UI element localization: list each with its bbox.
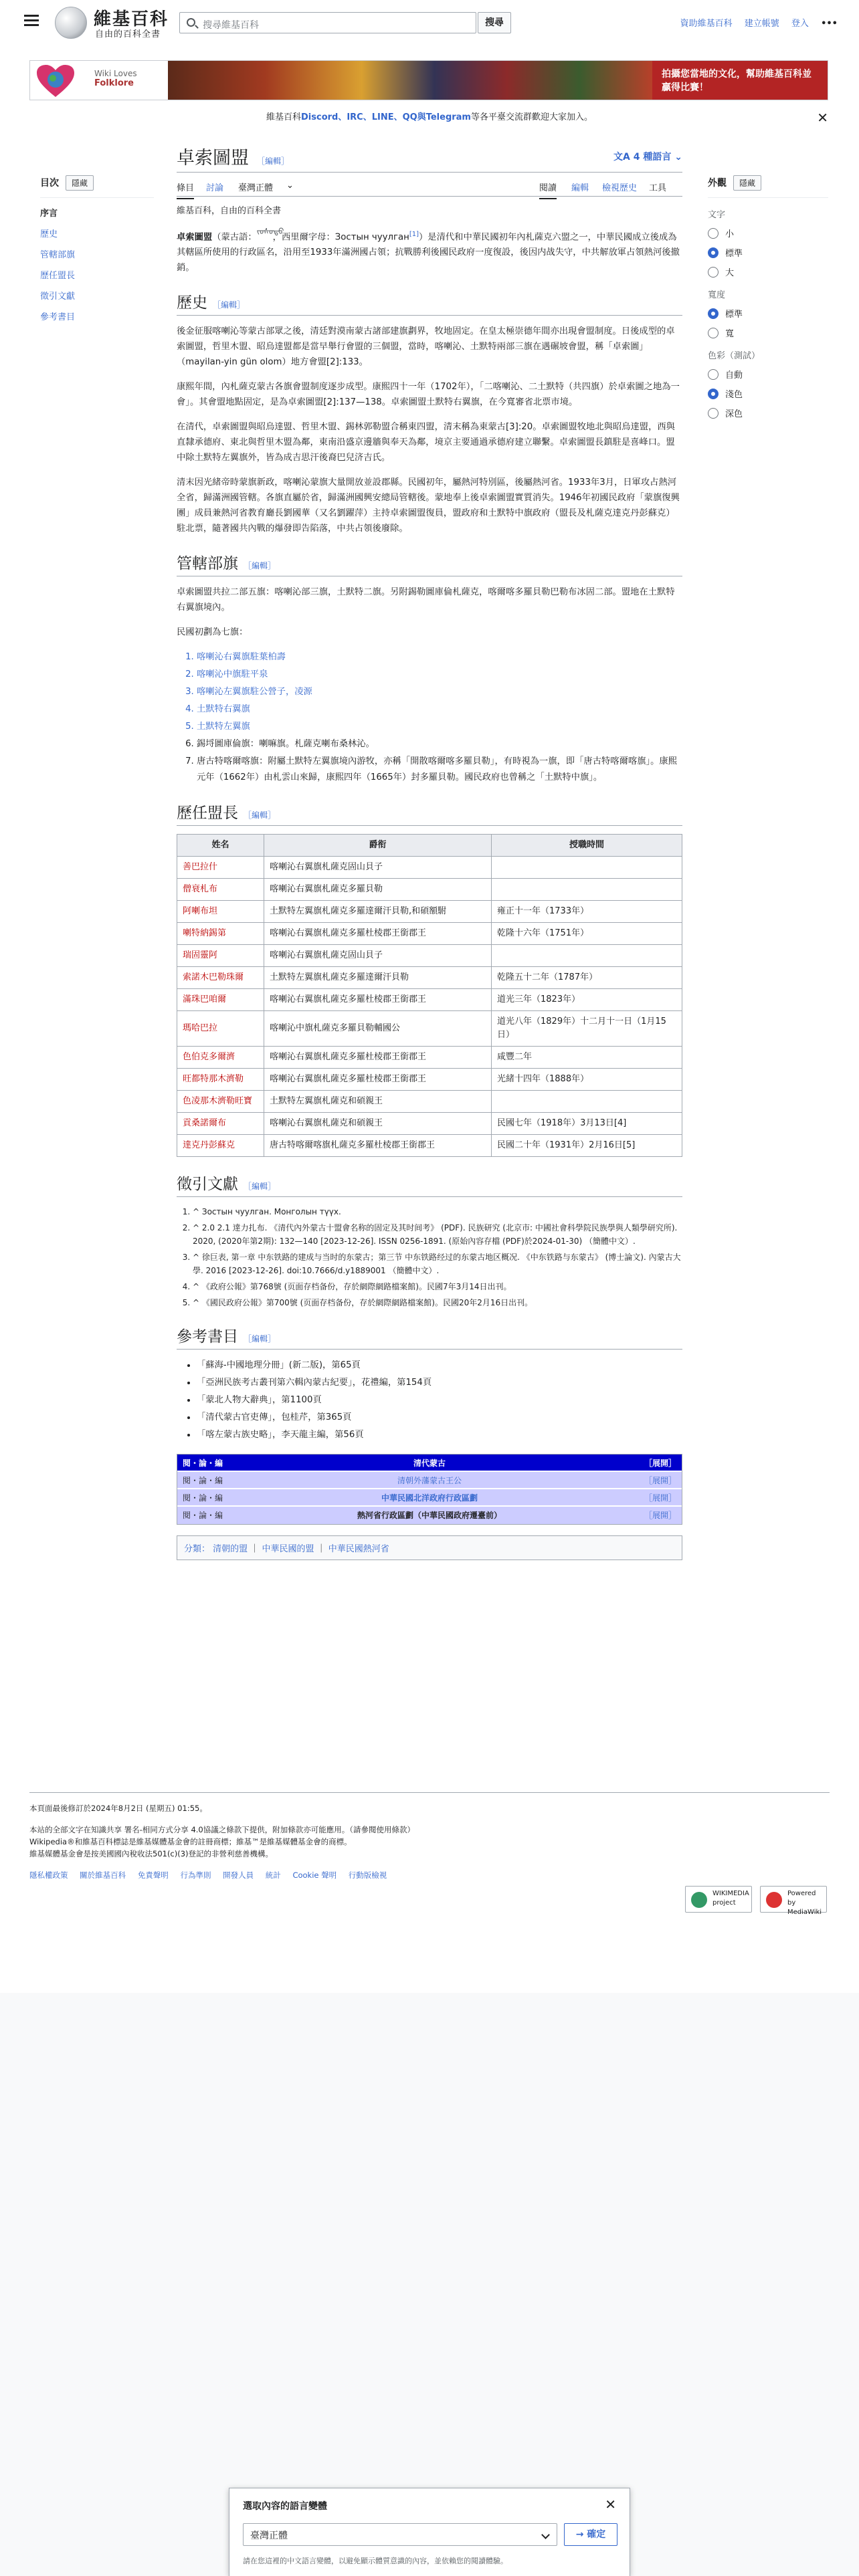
- navbox-title[interactable]: 熱河省行政區劃（中華民國政府遷臺前）: [357, 1511, 502, 1521]
- table-header: 姓名: [177, 835, 264, 857]
- radio-icon: [708, 267, 719, 278]
- vte-links[interactable]: 閱・論・編: [183, 1511, 223, 1521]
- table-row: [177, 1135, 682, 1157]
- vte-links[interactable]: 閱・論・編: [183, 1493, 223, 1503]
- radio-checked-icon: [708, 247, 719, 258]
- toc-item[interactable]: 參考書目: [40, 312, 76, 322]
- category-link[interactable]: 清朝的盟: [213, 1544, 248, 1555]
- leader-name-cell[interactable]: 瑞固靈阿: [177, 945, 264, 967]
- date-cell: 光緒十四年（1888年）: [492, 1069, 682, 1091]
- list-item[interactable]: 3. 喀喇沁左翼旗駐公營子，凌源: [197, 684, 682, 700]
- wikimedia-badge[interactable]: [685, 1886, 752, 1913]
- site-sub: 維基百科，自由的百科全書: [177, 206, 282, 216]
- table-row: [177, 857, 682, 879]
- color-label: 色彩（測試）: [708, 351, 761, 361]
- width-label: 寬度: [708, 290, 726, 300]
- history-paragraph: 在清代，卓索圖盟與昭烏達盟、哲里木盟、錫林郭勒盟合稱東四盟，清末稱為東蒙古[3]:20。卓索圖盟牧地北與昭烏達盟，西與直隸承德府、東北與哲里木盟為鄰，東南沿盛京邊牆與奉天為鄰，境京主要通過承德府建立聯繫。卓索圖盟長鎮駐是喜峰口。盟中除土默特左翼旗外，皆為成吉思汗後裔巴兒济吉氏。: [177, 422, 675, 463]
- section-title: 歷史: [177, 294, 207, 312]
- navbox-row[interactable]: [177, 1472, 682, 1489]
- table-row: [177, 1091, 682, 1113]
- vte-links[interactable]: 閱・論・編: [183, 1476, 223, 1486]
- leader-name-cell[interactable]: 索諾木巴勒珠爾: [177, 967, 264, 989]
- title-cell: 喀喇沁右翼旗札薩克和碩親王: [264, 1113, 492, 1135]
- intro-post: ）是清代和中華民國初年內札薩克六盟之一，中華民國成立後成為其轄區所使用的行政區名，沿用至1933年滿洲國占領；抗戰勝利後國民政府一度復設，後因内战失守，中共解放軍占領熱河後撤銷。: [177, 232, 680, 274]
- reference-list: [193, 1205, 682, 1309]
- expand-toggle[interactable]: ［展開］: [644, 1493, 676, 1503]
- radio-text-large[interactable]: [708, 265, 828, 278]
- list-item[interactable]: 5. 土默特左翼旗: [197, 719, 682, 735]
- title-cell: 喀喇沁右翼旗札薩克多羅杜棱郡王銜郡王: [264, 923, 492, 945]
- table-row: [177, 945, 682, 967]
- section-heading-bibliography: [177, 1324, 682, 1350]
- heart-logo-icon: [35, 64, 76, 98]
- list-item: • 「蘇海-中國地理分冊」(新二版)，第65頁: [197, 1358, 682, 1374]
- section-heading-history: [177, 290, 682, 316]
- section-heading-leaders: [177, 800, 682, 826]
- section-edit-link[interactable]: ［編輯］: [244, 561, 276, 571]
- page-title: [177, 143, 682, 173]
- list-item: 7. 唐古特喀爾喀旗：附屬土默特左翼旗境內游牧，亦稱「開散喀爾喀多羅貝勒」，有時視為一旗，即「唐古特喀爾喀旗」。康熙元年（1662年）由札雲山來歸，康熙四年（1665年）封多羅貝勒。國民政府也曾稱之「土默特中旗」。: [197, 754, 682, 786]
- list-item: • 「喀左蒙古族史略」，李天龍主編，第56頁: [197, 1427, 682, 1443]
- radio-label: 深色: [725, 409, 743, 419]
- list-item: • 「亞洲民族考古叢刊第六輯內蒙古紀要」，花禮編，第154頁: [197, 1375, 682, 1391]
- list-item: • 「蒙北人物大辭典」，第1100頁: [197, 1392, 682, 1408]
- search-input[interactable]: [179, 12, 476, 33]
- radio-color-auto[interactable]: [708, 368, 828, 381]
- list-item: 6. 錫埒圖庫倫旗：喇嘛旗。札薩克喇布桑林沁。: [197, 736, 682, 752]
- title-cell: 喀喇沁右翼旗札薩克多羅杜棱郡王銜郡王: [264, 1069, 492, 1091]
- reference-item: 1. ^ Зостын чуулган. Монголын түүх.: [193, 1205, 682, 1218]
- footer-links: [29, 1869, 830, 1881]
- intro-mid2: ，西里爾字母：Зостын чуулган: [272, 232, 409, 243]
- language-count: 4 種語言: [633, 152, 672, 163]
- confirm-button[interactable]: → 確定: [564, 2523, 617, 2546]
- footer: [29, 1792, 830, 1916]
- table-row: [177, 1047, 682, 1069]
- page-title-text: 卓索圖盟: [177, 148, 249, 169]
- table-row: [177, 967, 682, 989]
- title-cell: 喀喇沁中旗札薩克多羅貝勒輔國公: [264, 1011, 492, 1047]
- section-title: 參考書目: [177, 1328, 238, 1346]
- search-icon: [187, 18, 195, 27]
- user-links: [671, 16, 838, 29]
- section-title: 管轄部旗: [177, 555, 238, 573]
- leaders-table-body: [177, 857, 682, 1157]
- toc-item[interactable]: 序言: [40, 209, 58, 219]
- radio-icon: [708, 228, 719, 239]
- tab-history[interactable]: 檢視歷史: [602, 183, 638, 193]
- radio-label: 大: [725, 268, 735, 278]
- toc-item[interactable]: 徵引文獻: [40, 292, 76, 302]
- footer-divider: [29, 1792, 830, 1793]
- table-header: 授職時間: [492, 835, 682, 857]
- radio-width-wide[interactable]: [708, 326, 828, 339]
- close-icon[interactable]: ✕: [605, 2496, 616, 2512]
- notice-close-icon[interactable]: ✕: [817, 110, 828, 126]
- title-edit-link[interactable]: ［編輯］: [257, 156, 290, 166]
- date-cell: 乾隆五十二年（1787年）: [492, 967, 682, 989]
- expand-toggle[interactable]: ［展開］: [644, 1476, 676, 1486]
- page-tabs: [177, 174, 682, 197]
- history-paragraph: 清末因光緒帝時蒙旗新政，喀喇沁蒙旗大量開放並設郡縣。民國初年，屬熱河特別區，後屬熱河省。1933年3月，日軍攻占熱河全省，歸滿洲國管轄。各旗直屬於省，歸滿洲國興安總局管轄後。蒙地奉上後卓索圖盟實質消失。1946年初國民政府「蒙旗復興團」成員兼熱河省教育廳長劉國華（又名劉躍萍）主持卓索圖盟復員，盟政府和土默特中旗政府（盟長及札薩克達克丹彭蘇克）駐北票，隨著國共內戰的爆發即告陷落，中共占領後廢除。: [177, 477, 680, 534]
- date-cell: 道光三年（1823年）: [492, 989, 682, 1011]
- footer-link[interactable]: 關於維基百科: [80, 1870, 126, 1880]
- reference-item: 5. ^ 《國民政府公報》第700號 (页面存档备份，存於網際網路檔案館)。民國20年2月16日出刊。: [193, 1296, 682, 1309]
- toc-title: 目次: [40, 178, 59, 189]
- org-text: 維基媒體基金會是按美國國內稅收法501(c)(3)登記的非營利慈善機構。: [29, 1849, 274, 1858]
- donate-link[interactable]: 資助維基百科: [680, 19, 733, 29]
- variant-select[interactable]: 臺灣正體: [243, 2523, 557, 2546]
- wiki-loves-folklore-banner[interactable]: [29, 60, 828, 100]
- appearance-panel: [708, 175, 828, 426]
- radio-label: 自動: [725, 370, 743, 381]
- title-cell: 唐古特喀爾喀旗札薩克多羅杜棱郡王銜郡王: [264, 1135, 492, 1157]
- radio-label: 小: [725, 229, 735, 239]
- header: [0, 0, 859, 45]
- table-row: [177, 879, 682, 901]
- footer-link[interactable]: 隱私權政策: [29, 1870, 68, 1880]
- section-edit-link[interactable]: ［編輯］: [244, 811, 276, 821]
- create-account-link[interactable]: 建立帳號: [744, 19, 779, 29]
- leader-name-cell[interactable]: 善巴拉什: [177, 857, 264, 879]
- radio-text-standard[interactable]: [708, 246, 828, 259]
- banner-wl-top: Wiki Loves: [94, 69, 137, 78]
- section-edit-link[interactable]: ［編輯］: [244, 1182, 276, 1192]
- leaders-table: [177, 834, 682, 1157]
- toc-item[interactable]: 管轄部旗: [40, 250, 76, 260]
- title-cell: 土默特左翼旗札薩克多羅達爾汗貝勒,和碩額駙: [264, 901, 492, 923]
- login-link[interactable]: 登入: [791, 19, 809, 29]
- date-cell: [492, 879, 682, 901]
- tab-article[interactable]: 條目: [177, 181, 194, 199]
- navbox-row[interactable]: [177, 1489, 682, 1507]
- tab-edit[interactable]: 編輯: [571, 183, 589, 193]
- leader-name-cell[interactable]: 達克丹彭蘇克: [177, 1135, 264, 1157]
- date-cell: 民國七年（1918年）3月13日[4]: [492, 1113, 682, 1135]
- title-cell: 土默特左翼旗札薩克和碩親王: [264, 1091, 492, 1113]
- banner-wl-text: [94, 69, 137, 88]
- chevron-down-icon: ⌄: [286, 181, 294, 191]
- radio-checked-icon: [708, 308, 719, 319]
- expand-toggle[interactable]: ［展開］: [644, 1459, 676, 1469]
- date-cell: 道光八年（1829年）十二月十一日（1月15日）: [492, 1011, 682, 1047]
- reference-item: 2. ^ 2.0 2.1 達力扎布. 《清代內外蒙古十盟會名称的固定及其时间考》 (PDF). 民族研究 (北京市: 中國社會科學院民族學與人類學研究所). 2020, (2020年第2期): 132—140 [2023-12-26]. ISSN 0256-1891. (原始內容存檔 (PDF)於2024-01-30) （簡體中文）.: [193, 1221, 682, 1248]
- notice-channels[interactable]: Discord、IRC、LINE、QQ與Telegram: [301, 112, 471, 122]
- radio-icon: [708, 328, 719, 338]
- banner-wl-bottom: Folklore: [94, 78, 134, 88]
- bibliography-list: [197, 1358, 682, 1443]
- radio-label: 標準: [725, 249, 743, 259]
- leader-name-cell[interactable]: 色伯克多爾濟: [177, 1047, 264, 1069]
- wikipedia-globe-logo[interactable]: [55, 7, 87, 39]
- title-cell: 喀喇沁右翼旗札薩克多羅杜棱郡王銜郡王: [264, 1047, 492, 1069]
- footer-link[interactable]: 免責聲明: [137, 1870, 169, 1880]
- section-edit-link[interactable]: ［編輯］: [213, 300, 246, 310]
- text-size-label: 文字: [708, 210, 726, 220]
- list-item[interactable]: 1. 喀喇沁右翼旗駐葉柏壽: [197, 649, 682, 665]
- dialog-title: 選取內容的語言變體: [243, 2501, 327, 2512]
- intro-bold-title: 卓索圖盟: [177, 232, 213, 243]
- title-cell: 喀喇沁右翼旗札薩克多羅貝勒: [264, 879, 492, 901]
- navbox: [177, 1454, 682, 1525]
- tab-talk[interactable]: 討論: [206, 183, 224, 193]
- categories-label[interactable]: 分類：: [184, 1544, 211, 1555]
- radio-width-standard[interactable]: [708, 307, 828, 320]
- table-header: 爵衔: [264, 835, 492, 857]
- title-cell: 喀喇沁右翼旗札薩克多羅杜棱郡王銜郡王: [264, 989, 492, 1011]
- notice-pre: 維基百科: [266, 112, 301, 122]
- leader-name-cell[interactable]: 滿珠巴咱爾: [177, 989, 264, 1011]
- leader-name-cell[interactable]: 僧衰札布: [177, 879, 264, 901]
- toc-item[interactable]: 歷任盟長: [40, 271, 76, 281]
- title-cell: 土默特左翼旗札薩克多羅達爾汗貝勒: [264, 967, 492, 989]
- list-item[interactable]: 4. 土默特右翼旗: [197, 702, 682, 718]
- navbox-row[interactable]: [177, 1507, 682, 1524]
- dialog-hint: 請在您這裡的中文語言變體，以避免顯示體質意識的內容，並依賴您的閱讀體驗。: [243, 2557, 508, 2565]
- more-options-icon[interactable]: •••: [821, 19, 838, 29]
- radio-color-dark[interactable]: [708, 407, 828, 419]
- banner-message[interactable]: 拍攝您當地的文化，幫助維基百科並贏得比賽！: [652, 61, 828, 100]
- section-heading-refs: [177, 1172, 682, 1197]
- license-text: 本站的全部文字在知識共享 署名-相同方式分享 4.0協議之條款下提供，附加條款亦可能應用。（請參閱使用條款）: [29, 1825, 415, 1834]
- notice-post: 等各平臺交流群歡迎大家加入。: [470, 112, 593, 122]
- citation[interactable]: [1]: [409, 231, 419, 238]
- banners-paragraph: 卓索圖盟共拉二部五旗：喀喇沁部三旗，土默特二旗。另附錫勒圖庫倫札薩克，喀爾喀多羅貝勒巴勒布冰固二部。盟地在土默特右翼旗境內。: [177, 587, 675, 613]
- list-item[interactable]: 2. 喀喇沁中旗駐平泉: [197, 667, 682, 683]
- table-row: [177, 1113, 682, 1135]
- wikimedia-logo-icon: [691, 1892, 707, 1908]
- radio-label: 標準: [725, 310, 743, 320]
- expand-toggle[interactable]: ［展開］: [644, 1511, 676, 1521]
- title-cell: 喀喇沁右翼旗札薩克固山貝子: [264, 857, 492, 879]
- toc-hide-button[interactable]: 隱藏: [66, 175, 94, 191]
- badge-text: Powered by MediaWiki: [787, 1890, 822, 1916]
- radio-label: 淺色: [725, 390, 743, 400]
- reference-item: 3. ^ 徐巨表, 第一章 中东铁路的建成与当时的东蒙古；第三节 中东铁路经过的东蒙古地区概况. 《中东铁路与东蒙古》 (博士論文). 內蒙古大學. 2016 [2023-12-26]. doi:10.7666/d.y1889001 （簡體中文）.: [193, 1251, 682, 1277]
- logo-title[interactable]: 維基百科: [94, 9, 169, 29]
- article-content: [177, 143, 682, 1560]
- section-title: 歷任盟長: [177, 804, 238, 823]
- mediawiki-badge[interactable]: [760, 1886, 827, 1916]
- date-cell: 乾隆十六年（1751年）: [492, 923, 682, 945]
- title-cell: 喀喇沁右翼旗札薩克固山貝子: [264, 945, 492, 967]
- menu-icon[interactable]: [24, 15, 39, 27]
- appearance-header: [708, 175, 828, 198]
- section-edit-link[interactable]: ［編輯］: [244, 1334, 276, 1344]
- date-cell: 民國二十年（1931年）2月16日[5]: [492, 1135, 682, 1157]
- category-link[interactable]: 中華民國的盟: [262, 1544, 314, 1555]
- date-cell: [492, 857, 682, 879]
- leader-name-cell[interactable]: 色凌那木濟勒旺寶: [177, 1091, 264, 1113]
- history-paragraph: 康熙年間，內札薩克蒙古各旗會盟制度逐步成型。康熙四十一年（1702年），「二喀喇沁、二土默特（共四旗）於卓索圖之地為一會」。其會盟地點固定，是為卓索圖盟[2]:137—138。卓索圖盟土默特右翼旗，在今寬審省北票市境。: [177, 382, 680, 408]
- appearance-hide-button[interactable]: 隱藏: [733, 175, 761, 191]
- footer-link[interactable]: 行動版檢視: [348, 1870, 387, 1880]
- leader-name-cell[interactable]: 阿喇布坦: [177, 901, 264, 923]
- search-placeholder: 搜尋維基百科: [203, 20, 259, 31]
- date-cell: [492, 1091, 682, 1113]
- list-item: • 「清代蒙古官吏傳」，包桂芹，第365頁: [197, 1410, 682, 1426]
- radio-color-light[interactable]: [708, 387, 828, 400]
- leader-name-cell[interactable]: 喇特納錫第: [177, 923, 264, 945]
- history-paragraph: 後金征服喀喇沁等蒙古部眾之後，清廷對漠南蒙古諸部建旗劃界，牧地固定。在皇太極崇德年間亦出現會盟制度。日後成型的卓索圖盟，哲里木盟、昭烏達盟都是當早舉行會盟的三個盟，當時，喀喇沁、土默特兩部三旗在遇碾坡會盟，稱「卓索圖」（mayilan-yin gün olom）地方會盟[2]:133。: [177, 326, 675, 368]
- language-button[interactable]: 文A 4 種語言 ⌄: [613, 152, 682, 163]
- tools-dropdown[interactable]: 工具: [649, 183, 667, 193]
- search-button[interactable]: 搜尋: [478, 12, 511, 33]
- radio-checked-icon: [708, 389, 719, 399]
- section-heading-banners: [177, 551, 682, 576]
- section-title: 徵引文獻: [177, 1176, 238, 1194]
- footer-link[interactable]: Cookie 聲明: [292, 1870, 337, 1880]
- appearance-title: 外觀: [708, 178, 727, 189]
- table-row: [177, 923, 682, 945]
- navbox-title[interactable]: 清朝外藩蒙古王公: [397, 1476, 462, 1486]
- date-cell: [492, 945, 682, 967]
- table-row: [177, 1011, 682, 1047]
- banners-paragraph: 民國初劃為七旗：: [177, 627, 248, 638]
- toc-header: [40, 175, 154, 198]
- radio-icon: [708, 369, 719, 380]
- date-cell: 咸豐二年: [492, 1047, 682, 1069]
- banner-list: [197, 649, 682, 786]
- radio-icon: [708, 408, 719, 419]
- footer-link[interactable]: 行為準則: [180, 1870, 211, 1880]
- reference-item: 4. ^ 《政府公報》第768號 (页面存档备份，存於網際網路檔案館)。民國7年3月14日出刊。: [193, 1280, 682, 1293]
- vte-links[interactable]: 閱・論・編: [183, 1459, 223, 1469]
- leader-name-cell[interactable]: 瑪哈巴拉: [177, 1011, 264, 1047]
- leader-name-cell[interactable]: 貢桑諾爾布: [177, 1113, 264, 1135]
- footer-link[interactable]: 統計: [265, 1870, 281, 1880]
- navbox-title[interactable]: 中華民國北洋政府行政區劃: [381, 1493, 478, 1503]
- site-notice: [0, 110, 859, 122]
- trademark-text: Wikipedia®和維基百科標誌是維基媒體基金會的註冊商標；維基™是維基媒體基金會的商標。: [29, 1837, 352, 1846]
- table-of-contents: [40, 175, 154, 330]
- mongolian-script: ᠵᠣᠰᠣᠲᠤ: [256, 227, 284, 236]
- logo-subtitle: 自由的百科全書: [95, 29, 161, 39]
- intro-paragraph: [177, 227, 682, 276]
- table-row: [177, 1069, 682, 1091]
- navbox-row[interactable]: [177, 1455, 682, 1472]
- table-row: [177, 901, 682, 923]
- intro-mid: （蒙古語：: [212, 232, 257, 243]
- mediawiki-logo-icon: [766, 1892, 782, 1908]
- category-link[interactable]: 中華民國熱河省: [328, 1544, 389, 1555]
- navbox-title[interactable]: 清代蒙古: [413, 1459, 446, 1469]
- leader-name-cell[interactable]: 旺都特那木濟勒: [177, 1069, 264, 1091]
- banner-photo-strip: [168, 61, 652, 100]
- language-variant-dialog: [229, 2488, 630, 2576]
- toc-item[interactable]: 歷史: [40, 229, 58, 239]
- date-cell: 雍正十一年（1733年）: [492, 901, 682, 923]
- radio-label: 寬: [725, 329, 735, 339]
- tab-read[interactable]: 閱讀: [539, 181, 557, 199]
- badge-text: WIKIMEDIA project: [712, 1890, 749, 1907]
- radio-text-small[interactable]: [708, 227, 828, 239]
- variant-dropdown[interactable]: 臺灣正體: [238, 183, 274, 193]
- table-row: [177, 989, 682, 1011]
- footer-link[interactable]: 開發人員: [223, 1870, 254, 1880]
- category-links: 分類： 清朝的盟 ｜ 中華民國的盟 ｜ 中華民國熱河省: [177, 1535, 682, 1560]
- last-edited: 本頁面最後修訂於2024年8月2日 (星期五) 01:55。: [29, 1804, 207, 1813]
